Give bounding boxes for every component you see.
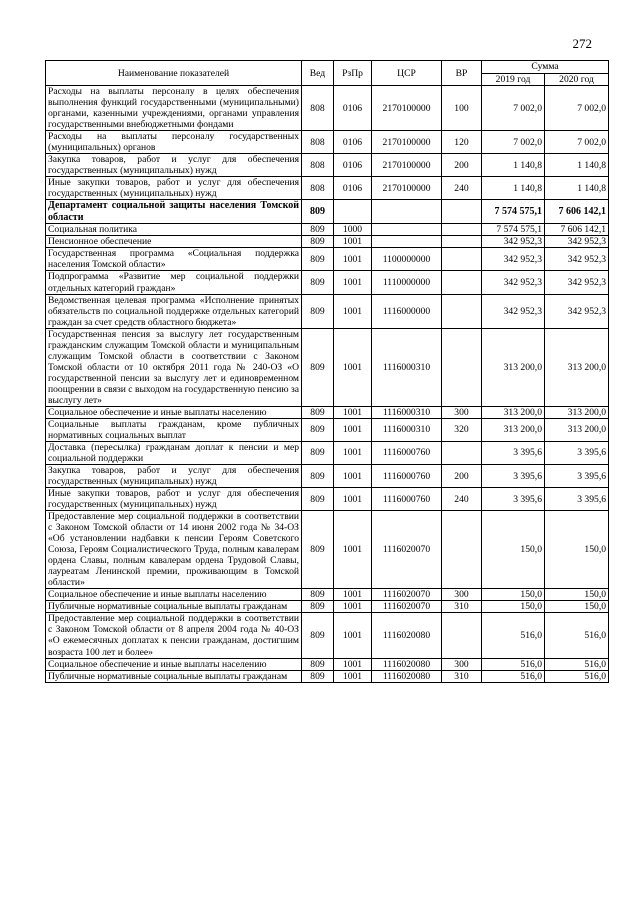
cell-csr: 1116020080 bbox=[372, 670, 442, 682]
cell-ved: 809 bbox=[302, 488, 334, 511]
cell-name: Расходы на выплаты персоналу государственных (муниципальных) органов bbox=[46, 131, 302, 154]
table-row bbox=[46, 601, 609, 613]
table-body bbox=[46, 86, 609, 683]
cell-csr bbox=[372, 224, 442, 236]
cell-csr: 1116000760 bbox=[372, 441, 442, 464]
cell-ved: 809 bbox=[302, 224, 334, 236]
cell-2020: 7 002,0 bbox=[545, 131, 609, 154]
table-row bbox=[46, 418, 609, 441]
cell-rzpr: 0106 bbox=[334, 154, 372, 177]
cell-name: Предоставление мер социальной поддержки в соответствии с Законом Томской области от 8 апреля 2004 года № 40-ОЗ «О ежемесячных доплатах к пенсии гражданам, достигшим возраста 100 лет и более» bbox=[46, 613, 302, 658]
cell-vr bbox=[442, 613, 482, 658]
cell-2020: 3 395,6 bbox=[545, 488, 609, 511]
cell-rzpr: 1001 bbox=[334, 271, 372, 294]
cell-csr: 2170100000 bbox=[372, 154, 442, 177]
cell-ved: 809 bbox=[302, 658, 334, 670]
header-year-2020: 2020 год bbox=[545, 74, 609, 86]
cell-ved: 808 bbox=[302, 154, 334, 177]
cell-vr bbox=[442, 224, 482, 236]
cell-rzpr: 1001 bbox=[334, 465, 372, 488]
cell-vr bbox=[442, 271, 482, 294]
table-row bbox=[46, 613, 609, 658]
header-name: Наименование показателей bbox=[46, 61, 302, 86]
cell-csr: 1116020080 bbox=[372, 613, 442, 658]
cell-rzpr: 1001 bbox=[334, 601, 372, 613]
cell-vr: 240 bbox=[442, 177, 482, 200]
cell-rzpr: 1001 bbox=[334, 236, 372, 248]
cell-2020: 3 395,6 bbox=[545, 465, 609, 488]
cell-name: Социальное обеспечение и иные выплаты населению bbox=[46, 658, 302, 670]
cell-ved: 809 bbox=[302, 465, 334, 488]
cell-name: Пенсионное обеспечение bbox=[46, 236, 302, 248]
budget-table bbox=[45, 60, 609, 683]
cell-2020: 1 140,8 bbox=[545, 154, 609, 177]
table-row bbox=[46, 589, 609, 601]
cell-csr: 1116020080 bbox=[372, 658, 442, 670]
cell-2019: 150,0 bbox=[482, 511, 545, 589]
page-number: 272 bbox=[572, 36, 592, 51]
cell-csr: 1116020070 bbox=[372, 589, 442, 601]
table-row bbox=[46, 131, 609, 154]
cell-rzpr: 1001 bbox=[334, 248, 372, 271]
cell-vr: 200 bbox=[442, 154, 482, 177]
table-row bbox=[46, 200, 609, 224]
cell-2020: 150,0 bbox=[545, 589, 609, 601]
cell-name: Закупка товаров, работ и услуг для обеспечения государственных (муниципальных) нужд bbox=[46, 465, 302, 488]
cell-2019: 3 395,6 bbox=[482, 441, 545, 464]
cell-rzpr: 0106 bbox=[334, 131, 372, 154]
cell-vr bbox=[442, 294, 482, 328]
cell-rzpr: 1001 bbox=[334, 613, 372, 658]
cell-ved: 809 bbox=[302, 271, 334, 294]
cell-csr: 2170100000 bbox=[372, 86, 442, 131]
table-row bbox=[46, 328, 609, 406]
cell-2019: 150,0 bbox=[482, 589, 545, 601]
cell-name: Государственная пенсия за выслугу лет государственным гражданским служащим Томской области и муниципальным служащим Томской области в соответствии с Законом Томской области от 10 октября 2011 года № 240-ОЗ «О государственной пенсии за выслугу лет и единовременном поощрении в связи с выходом на государственную пенсию за выслугу лет» bbox=[46, 328, 302, 406]
cell-name: Иные закупки товаров, работ и услуг для обеспечения государственных (муниципальных) нужд bbox=[46, 488, 302, 511]
table-row bbox=[46, 154, 609, 177]
cell-2019: 1 140,8 bbox=[482, 154, 545, 177]
table-row bbox=[46, 511, 609, 589]
cell-2019: 150,0 bbox=[482, 601, 545, 613]
cell-ved: 809 bbox=[302, 601, 334, 613]
cell-name: Закупка товаров, работ и услуг для обеспечения государственных (муниципальных) нужд bbox=[46, 154, 302, 177]
cell-ved: 809 bbox=[302, 441, 334, 464]
cell-csr bbox=[372, 200, 442, 224]
cell-2019: 313 200,0 bbox=[482, 406, 545, 418]
cell-rzpr: 1001 bbox=[334, 488, 372, 511]
cell-name: Расходы на выплаты персоналу в целях обеспечения выполнения функций государственными (муниципальными) органами, казенными учреждениями, органами управления государственными внебюджетными фондами bbox=[46, 86, 302, 131]
cell-ved: 809 bbox=[302, 589, 334, 601]
cell-csr: 2170100000 bbox=[372, 131, 442, 154]
cell-ved: 809 bbox=[302, 236, 334, 248]
cell-name: Ведомственная целевая программа «Исполнение принятых обязательств по социальной поддержке отдельных категорий граждан за счет средств областного бюджета» bbox=[46, 294, 302, 328]
cell-2020: 3 395,6 bbox=[545, 441, 609, 464]
cell-csr: 2170100000 bbox=[372, 177, 442, 200]
cell-2020: 150,0 bbox=[545, 601, 609, 613]
header-ved: Вед bbox=[302, 61, 334, 86]
cell-csr: 1116020070 bbox=[372, 511, 442, 589]
cell-rzpr: 1000 bbox=[334, 224, 372, 236]
cell-rzpr bbox=[334, 200, 372, 224]
cell-rzpr: 0106 bbox=[334, 177, 372, 200]
cell-vr: 120 bbox=[442, 131, 482, 154]
table-row bbox=[46, 294, 609, 328]
cell-rzpr: 1001 bbox=[334, 418, 372, 441]
cell-vr bbox=[442, 200, 482, 224]
cell-2020: 342 952,3 bbox=[545, 271, 609, 294]
cell-2019: 516,0 bbox=[482, 670, 545, 682]
cell-vr bbox=[442, 248, 482, 271]
header-csr: ЦСР bbox=[372, 61, 442, 86]
cell-2020: 7 002,0 bbox=[545, 86, 609, 131]
cell-vr: 100 bbox=[442, 86, 482, 131]
cell-rzpr: 1001 bbox=[334, 441, 372, 464]
header-sum: Сумма bbox=[482, 61, 609, 74]
table-row bbox=[46, 488, 609, 511]
cell-csr: 1116020070 bbox=[372, 601, 442, 613]
cell-vr: 300 bbox=[442, 658, 482, 670]
cell-csr bbox=[372, 236, 442, 248]
cell-rzpr: 1001 bbox=[334, 511, 372, 589]
cell-2020: 1 140,8 bbox=[545, 177, 609, 200]
cell-name: Иные закупки товаров, работ и услуг для обеспечения государственных (муниципальных) нужд bbox=[46, 177, 302, 200]
cell-2019: 516,0 bbox=[482, 613, 545, 658]
cell-name: Социальная политика bbox=[46, 224, 302, 236]
header-vr: ВР bbox=[442, 61, 482, 86]
cell-vr: 310 bbox=[442, 670, 482, 682]
table-row bbox=[46, 248, 609, 271]
cell-2019: 342 952,3 bbox=[482, 294, 545, 328]
cell-rzpr: 0106 bbox=[334, 86, 372, 131]
cell-csr: 1116000310 bbox=[372, 328, 442, 406]
cell-name: Социальные выплаты гражданам, кроме публичных нормативных социальных выплат bbox=[46, 418, 302, 441]
cell-ved: 809 bbox=[302, 406, 334, 418]
cell-2019: 342 952,3 bbox=[482, 248, 545, 271]
cell-csr: 1116000000 bbox=[372, 294, 442, 328]
cell-vr: 200 bbox=[442, 465, 482, 488]
cell-csr: 1116000760 bbox=[372, 465, 442, 488]
cell-2020: 342 952,3 bbox=[545, 294, 609, 328]
cell-vr: 320 bbox=[442, 418, 482, 441]
cell-ved: 809 bbox=[302, 248, 334, 271]
cell-ved: 809 bbox=[302, 670, 334, 682]
cell-2019: 313 200,0 bbox=[482, 328, 545, 406]
cell-ved: 808 bbox=[302, 86, 334, 131]
cell-2019: 342 952,3 bbox=[482, 271, 545, 294]
table-row bbox=[46, 224, 609, 236]
cell-rzpr: 1001 bbox=[334, 589, 372, 601]
table-row bbox=[46, 236, 609, 248]
cell-2020: 313 200,0 bbox=[545, 406, 609, 418]
cell-vr: 240 bbox=[442, 488, 482, 511]
cell-ved: 809 bbox=[302, 328, 334, 406]
cell-2019: 7 574 575,1 bbox=[482, 200, 545, 224]
cell-2020: 7 606 142,1 bbox=[545, 224, 609, 236]
table-row bbox=[46, 465, 609, 488]
table-row bbox=[46, 177, 609, 200]
cell-csr: 1116000310 bbox=[372, 406, 442, 418]
cell-2019: 7 002,0 bbox=[482, 86, 545, 131]
table-row bbox=[46, 658, 609, 670]
cell-2019: 7 574 575,1 bbox=[482, 224, 545, 236]
cell-name: Подпрограмма «Развитие мер социальной поддержки отдельных категорий граждан» bbox=[46, 271, 302, 294]
cell-rzpr: 1001 bbox=[334, 658, 372, 670]
cell-vr: 310 bbox=[442, 601, 482, 613]
cell-2019: 3 395,6 bbox=[482, 488, 545, 511]
cell-2020: 150,0 bbox=[545, 511, 609, 589]
cell-ved: 809 bbox=[302, 294, 334, 328]
cell-name: Социальное обеспечение и иные выплаты населению bbox=[46, 589, 302, 601]
cell-2019: 516,0 bbox=[482, 658, 545, 670]
cell-2019: 7 002,0 bbox=[482, 131, 545, 154]
cell-vr: 300 bbox=[442, 406, 482, 418]
cell-2020: 516,0 bbox=[545, 613, 609, 658]
cell-csr: 1116000310 bbox=[372, 418, 442, 441]
cell-2019: 342 952,3 bbox=[482, 236, 545, 248]
cell-vr bbox=[442, 236, 482, 248]
cell-vr: 300 bbox=[442, 589, 482, 601]
cell-ved: 809 bbox=[302, 511, 334, 589]
header-rzpr: РзПр bbox=[334, 61, 372, 86]
cell-name: Публичные нормативные социальные выплаты гражданам bbox=[46, 601, 302, 613]
cell-2019: 1 140,8 bbox=[482, 177, 545, 200]
table-row bbox=[46, 86, 609, 131]
cell-rzpr: 1001 bbox=[334, 406, 372, 418]
cell-2020: 342 952,3 bbox=[545, 236, 609, 248]
cell-2019: 3 395,6 bbox=[482, 465, 545, 488]
table-row bbox=[46, 441, 609, 464]
cell-rzpr: 1001 bbox=[334, 670, 372, 682]
table-row bbox=[46, 271, 609, 294]
table-row bbox=[46, 406, 609, 418]
cell-name: Департамент социальной защиты населения Томской области bbox=[46, 200, 302, 224]
cell-2020: 313 200,0 bbox=[545, 328, 609, 406]
cell-ved: 809 bbox=[302, 613, 334, 658]
cell-ved: 808 bbox=[302, 131, 334, 154]
cell-2020: 516,0 bbox=[545, 670, 609, 682]
cell-vr bbox=[442, 328, 482, 406]
cell-2020: 342 952,3 bbox=[545, 248, 609, 271]
cell-rzpr: 1001 bbox=[334, 294, 372, 328]
cell-ved: 808 bbox=[302, 177, 334, 200]
cell-csr: 1110000000 bbox=[372, 271, 442, 294]
cell-vr bbox=[442, 441, 482, 464]
cell-ved: 809 bbox=[302, 418, 334, 441]
cell-2019: 313 200,0 bbox=[482, 418, 545, 441]
cell-2020: 7 606 142,1 bbox=[545, 200, 609, 224]
cell-csr: 1100000000 bbox=[372, 248, 442, 271]
cell-vr bbox=[442, 511, 482, 589]
table-row bbox=[46, 670, 609, 682]
cell-name: Публичные нормативные социальные выплаты гражданам bbox=[46, 670, 302, 682]
cell-2020: 516,0 bbox=[545, 658, 609, 670]
cell-csr: 1116000760 bbox=[372, 488, 442, 511]
cell-ved: 809 bbox=[302, 200, 334, 224]
cell-name: Предоставление мер социальной поддержки в соответствии с Законом Томской области от 14 июня 2002 года № 34-ОЗ «Об установлении надбавки к пенсии Героям Советского Союза, Героям Социалистического Труда, полным кавалерам ордена Славы, полным кавалерам ордена Трудовой Славы, лауреатам Ленинской премии, проживающим в Томской области» bbox=[46, 511, 302, 589]
cell-2020: 313 200,0 bbox=[545, 418, 609, 441]
cell-rzpr: 1001 bbox=[334, 328, 372, 406]
cell-name: Государственная программа «Социальная поддержка населения Томской области» bbox=[46, 248, 302, 271]
header-year-2019: 2019 год bbox=[482, 74, 545, 86]
cell-name: Социальное обеспечение и иные выплаты населению bbox=[46, 406, 302, 418]
cell-name: Доставка (пересылка) гражданам доплат к пенсии и мер социальной поддержки bbox=[46, 441, 302, 464]
